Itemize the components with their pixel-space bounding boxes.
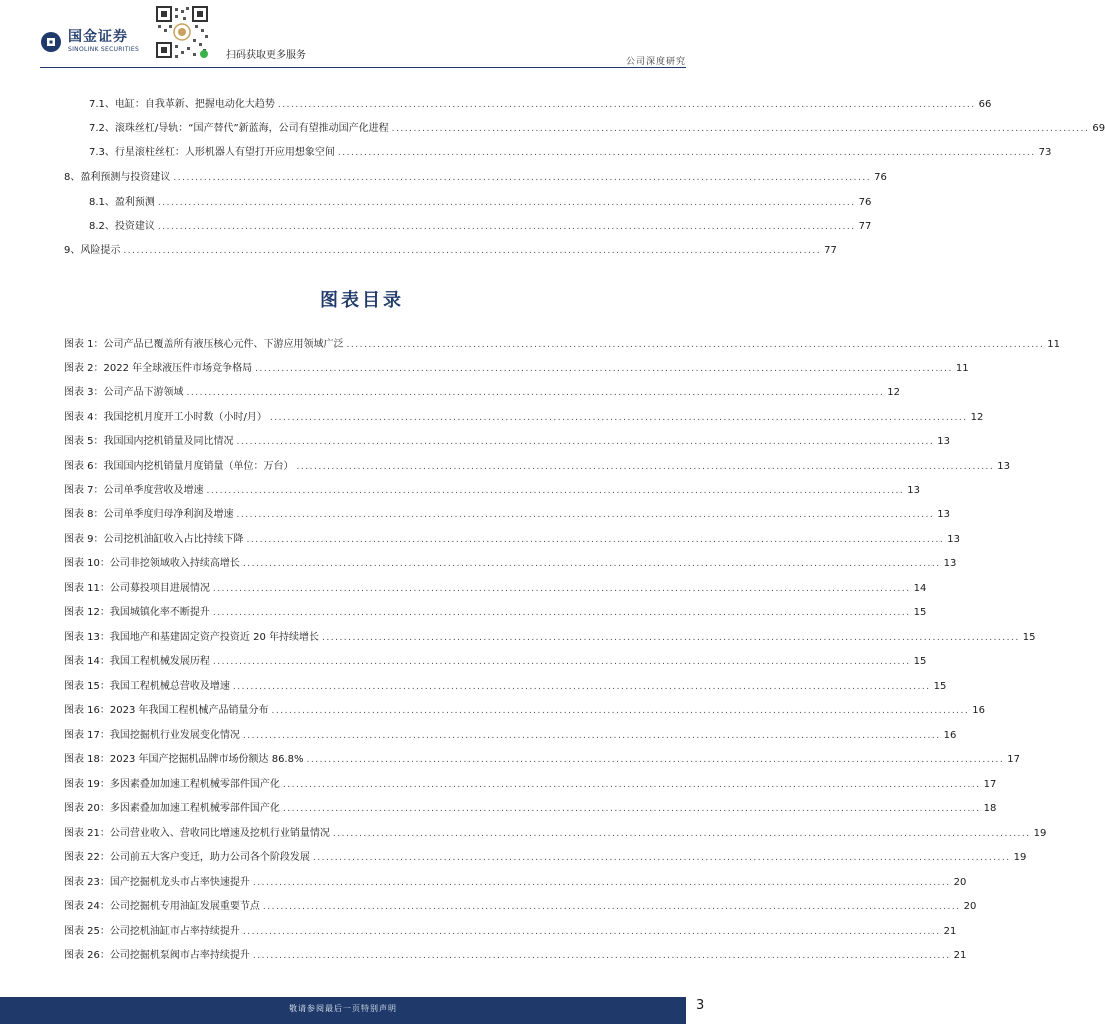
figure-entry[interactable] <box>64 432 951 447</box>
leader-dots: ................................................................................................................................................................ <box>246 535 945 545</box>
figure-entry-label: 图表 12：我国城镇化率不断提升 <box>64 607 210 618</box>
figure-entry[interactable] <box>64 335 1061 350</box>
figure-entry[interactable] <box>64 848 1027 863</box>
figure-entry-label: 图表 13：我国地产和基建固定资产投资近 20 年持续增长 <box>64 632 319 643</box>
figure-entry-page: 13 <box>937 509 951 520</box>
figure-entry[interactable] <box>64 824 1047 839</box>
leader-dots: ................................................................................................................................................................ <box>332 829 1031 839</box>
toc-entry[interactable] <box>89 119 1105 134</box>
figure-entry-page: 17 <box>1007 754 1020 765</box>
toc-entry-page: 73 <box>1038 147 1052 158</box>
figure-entry[interactable] <box>64 579 927 594</box>
leader-dots: ................................................................................................................................................................ <box>296 462 995 472</box>
qr-caption: 扫码获取更多服务 <box>226 50 306 61</box>
figure-entry[interactable] <box>64 775 997 790</box>
figure-entry-label: 图表 26：公司挖掘机泵阀市占率持续提升 <box>64 950 250 961</box>
figure-entry-label: 图表 22：公司前五大客户变迁，助力公司各个阶段发展 <box>64 852 310 863</box>
figure-entry[interactable] <box>64 873 967 888</box>
figure-entry-page: 11 <box>955 363 969 374</box>
leader-dots: ................................................................................................................................................................ <box>269 413 968 423</box>
figure-entry-page: 18 <box>983 803 997 814</box>
toc-entry[interactable] <box>89 217 872 232</box>
figure-entry-label: 图表 10：公司非挖领域收入持续高增长 <box>64 558 240 569</box>
figure-entry-page: 12 <box>887 387 901 398</box>
figure-entry[interactable] <box>64 652 927 667</box>
leader-dots: ................................................................................................................................................................ <box>252 951 951 961</box>
logo-name-cn: 国金证券 <box>68 29 128 45</box>
figure-entry-label: 图表 19：多因素叠加加速工程机械零部件国产化 <box>64 779 280 790</box>
figure-entry-label: 图表 14：我国工程机械发展历程 <box>64 656 210 667</box>
figure-entry[interactable] <box>64 505 951 520</box>
figure-entry[interactable] <box>64 799 997 814</box>
logo-name-en: SINOLINK SECURITIES <box>68 46 140 53</box>
figure-entry-page: 14 <box>913 583 927 594</box>
leader-dots: ................................................................................................................................................................ <box>322 633 1020 643</box>
leader-dots: ................................................................................................................................................................ <box>255 364 953 374</box>
figure-entry-label: 图表 18：2023 年国产挖掘机品牌市场份额达 86.8% <box>64 754 304 765</box>
figure-entry-page: 19 <box>1033 828 1047 839</box>
leader-dots: ................................................................................................................................................................ <box>206 486 905 496</box>
figure-entry-page: 15 <box>1022 632 1036 643</box>
leader-dots: ................................................................................................................................................................ <box>157 198 856 208</box>
figure-entry-page: 17 <box>983 779 997 790</box>
toc-entry-page: 76 <box>858 197 872 208</box>
figure-entry-page: 16 <box>972 705 985 716</box>
toc-entry[interactable] <box>89 143 1052 158</box>
leader-dots: ................................................................................................................................................................ <box>173 173 872 183</box>
figure-entry[interactable] <box>64 628 1036 643</box>
figure-entry-page: 21 <box>943 926 957 937</box>
figure-entry[interactable] <box>64 603 927 618</box>
figure-entry[interactable] <box>64 481 921 496</box>
figure-entry-label: 图表 24：公司挖掘机专用油缸发展重要节点 <box>64 901 260 912</box>
figure-entry[interactable] <box>64 677 947 692</box>
toc-entry-label: 9、风险提示 <box>64 245 121 256</box>
figure-entry-page: 13 <box>943 558 957 569</box>
figure-entry-label: 图表 5：我国国内挖机销量及同比情况 <box>64 436 234 447</box>
figure-entry-page: 20 <box>963 901 977 912</box>
leader-dots: ................................................................................................................................................................ <box>337 148 1036 158</box>
figure-entry-label: 图表 15：我国工程机械总营收及增速 <box>64 681 230 692</box>
toc-entry[interactable] <box>64 168 887 183</box>
figure-entry[interactable] <box>64 554 957 569</box>
toc-entry-label: 7.2、滚珠丝杠/导轨：“国产替代”新蓝海，公司有望推动国产化进程 <box>89 123 389 134</box>
figure-entry[interactable] <box>64 946 967 961</box>
figure-entry[interactable] <box>64 408 984 423</box>
figure-entry-page: 21 <box>953 950 967 961</box>
leader-dots: ................................................................................................................................................................ <box>271 706 970 716</box>
figure-entry-page: 15 <box>913 607 927 618</box>
figure-entry[interactable] <box>64 457 1011 472</box>
toc-entry-page: 69 <box>1092 123 1105 134</box>
toc-entry-page: 77 <box>858 221 872 232</box>
figure-entry-page: 11 <box>1047 339 1061 350</box>
toc-entry-label: 7.3、行星滚柱丝杠：人形机器人有望打开应用想象空间 <box>89 147 335 158</box>
leader-dots: ................................................................................................................................................................ <box>242 927 941 937</box>
leader-dots: ................................................................................................................................................................ <box>242 731 941 741</box>
toc-entry-page: 77 <box>824 245 837 256</box>
figure-entry[interactable] <box>64 701 985 716</box>
figure-entry[interactable] <box>64 530 961 545</box>
figure-entry-label: 图表 3：公司产品下游领域 <box>64 387 184 398</box>
figure-entry-label: 图表 11：公司募投项目进展情况 <box>64 583 210 594</box>
figure-entry[interactable] <box>64 726 957 741</box>
figure-entry-page: 15 <box>913 656 927 667</box>
figure-entry-label: 图表 6：我国国内挖机销量月度销量（单位：万台） <box>64 461 294 472</box>
leader-dots: ................................................................................................................................................................ <box>212 584 911 594</box>
figure-entry-page: 20 <box>953 877 967 888</box>
figure-entry-label: 图表 25：公司挖机油缸市占率持续提升 <box>64 926 240 937</box>
figure-entry-page: 13 <box>937 436 951 447</box>
figure-entry-label: 图表 16：2023 年我国工程机械产品销量分布 <box>64 705 269 716</box>
figure-entry-label: 图表 4：我国挖机月度开工小时数（小时/月） <box>64 412 267 423</box>
leader-dots: ................................................................................................................................................................ <box>391 124 1090 134</box>
leader-dots: ................................................................................................................................................................ <box>236 437 935 447</box>
figure-entry-page: 19 <box>1013 852 1027 863</box>
leader-dots: ................................................................................................................................................................ <box>312 853 1011 863</box>
page-number: 3 <box>696 998 705 1013</box>
toc-entry[interactable] <box>89 193 872 208</box>
figure-entry[interactable] <box>64 897 977 912</box>
leader-dots: ................................................................................................................................................................ <box>232 682 931 692</box>
figure-entry-page: 13 <box>947 534 961 545</box>
figure-entry-label: 图表 21：公司营业收入、营收同比增速及挖机行业销量情况 <box>64 828 330 839</box>
toc-entry-page: 66 <box>978 99 992 110</box>
toc-entry-label: 7.1、电缸：自我革新、把握电动化大趋势 <box>89 99 275 110</box>
figure-entry-label: 图表 7：公司单季度营收及增速 <box>64 485 204 496</box>
figure-entry-page: 12 <box>970 412 984 423</box>
leader-dots: ................................................................................................................................................................ <box>236 510 935 520</box>
leader-dots: ................................................................................................................................................................ <box>186 388 885 398</box>
toc-entry-page: 76 <box>874 172 887 183</box>
footer-disclaimer: 敬请参阅最后一页特别声明 <box>289 1004 397 1013</box>
figure-entry-label: 图表 8：公司单季度归母净利润及增速 <box>64 509 234 520</box>
toc-entry-label: 8、盈利预测与投资建议 <box>64 172 171 183</box>
toc-entry[interactable] <box>89 95 992 110</box>
leader-dots: ................................................................................................................................................................ <box>252 878 951 888</box>
leader-dots: ................................................................................................................................................................ <box>157 222 856 232</box>
figure-entry-page: 16 <box>943 730 957 741</box>
figure-entry[interactable] <box>64 383 901 398</box>
figure-entry-page: 13 <box>997 461 1011 472</box>
figure-entry-page: 13 <box>907 485 921 496</box>
figure-entry-label: 图表 1：公司产品已覆盖所有液压核心元件、下游应用领域广泛 <box>64 339 344 350</box>
leader-dots: ................................................................................................................................................................ <box>282 780 981 790</box>
figure-entry[interactable] <box>64 750 1020 765</box>
logo-mark-icon <box>40 31 62 53</box>
figure-entry-label: 图表 23：国产挖掘机龙头市占率快速提升 <box>64 877 250 888</box>
figure-entry[interactable] <box>64 359 969 374</box>
figure-entry-label: 图表 9：公司挖机油缸收入占比持续下降 <box>64 534 244 545</box>
toc-entry[interactable] <box>64 241 837 256</box>
leader-dots: ................................................................................................................................................................ <box>212 657 911 667</box>
leader-dots: ................................................................................................................................................................ <box>212 608 911 618</box>
header-divider <box>40 67 686 68</box>
toc-entry-label: 8.2、投资建议 <box>89 221 155 232</box>
figure-entry-page: 15 <box>933 681 947 692</box>
page-header <box>0 0 724 72</box>
leader-dots: ................................................................................................................................................................ <box>262 902 961 912</box>
leader-dots: ................................................................................................................................................................ <box>282 804 981 814</box>
figure-entry-label: 图表 2：2022 年全球液压件市场竞争格局 <box>64 363 253 374</box>
toc-entry-label: 8.1、盈利预测 <box>89 197 155 208</box>
leader-dots: ................................................................................................................................................................ <box>277 100 976 110</box>
leader-dots: ................................................................................................................................................................ <box>123 246 822 256</box>
leader-dots: ................................................................................................................................................................ <box>242 559 941 569</box>
qr-code-icon[interactable] <box>155 5 209 59</box>
figure-entry-label: 图表 17：我国挖掘机行业发展变化情况 <box>64 730 240 741</box>
leader-dots: ................................................................................................................................................................ <box>346 340 1045 350</box>
figure-entry[interactable] <box>64 922 957 937</box>
figure-entry-label: 图表 20：多因素叠加加速工程机械零部件国产化 <box>64 803 280 814</box>
figures-list-title: 图表目录 <box>320 290 404 311</box>
document-type: 公司深度研究 <box>625 57 686 67</box>
company-logo <box>40 30 139 53</box>
leader-dots: ................................................................................................................................................................ <box>306 755 1005 765</box>
